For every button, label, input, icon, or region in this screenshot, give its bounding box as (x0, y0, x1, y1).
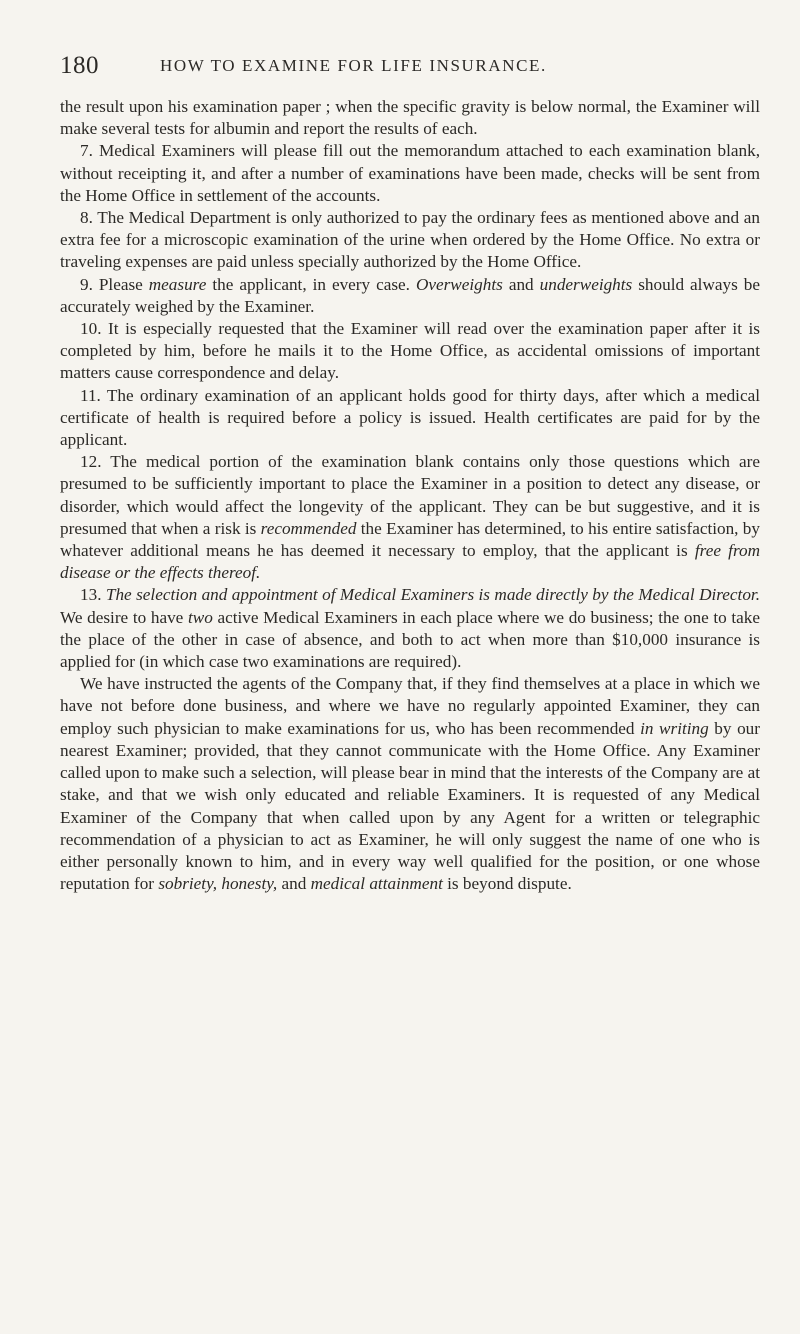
paragraph-13: 13. The selection and appointment of Medical Examiners is made directly by the Medical Director. We desire to have two active Medical Examiners in each place where we do business; the one to take the place of the other in case of absence, and both to act when more than $10,000 insurance is applied for (in which case two examinations are required). (60, 585, 761, 672)
paragraph-10: 10. It is especially requested that the Examiner will read over the examination paper after it is completed by him, before he mails it to the Home Office, as accidental omissions of important matters cause correspondence and delay. (60, 319, 760, 383)
running-head: HOW TO EXAMINE FOR LIFE INSURANCE. (160, 56, 547, 75)
paragraph-14: We have instructed the agents of the Company that, if they find themselves at a place in which we have not before done business, and where we have no regularly appointed Examiner, they can employ such physician to make examinations for us, who has been recommended in writing by our nearest Examiner; provided, that they cannot communicate with the Home Office. Any Examiner called upon to make such a selection, will please bear in mind that the interests of the Company are at stake, and that we wish only educated and reliable Examiners. It is requested of any Medical Examiner of the Company that when called upon by any Agent for a written or telegraphic recommendation of a physician to act as Examiner, he will only suggest the name of one who is either personally known to him, and in every way well qualified for the position, or one whose reputation for sobriety, honesty, and medical attainment is beyond dispute. (60, 674, 760, 894)
body-text (60, 96, 760, 895)
paragraph-9: 9. Please measure the applicant, in every case. Overweights and underweights should always be accurately weighed by the Examiner. (60, 274, 760, 316)
page-number: 180 (60, 52, 99, 79)
paragraph-7: 7. Medical Examiners will please fill out the memorandum attached to each examination blank, without receipting it, and after a number of examinations have been made, checks will be sent from the Home Office in settlement of the accounts. (60, 141, 760, 205)
paragraph-11: 11. The ordinary examination of an applicant holds good for thirty days, after which a medical certificate of health is required before a policy is issued. Health certificates are paid for by the applicant. (60, 385, 760, 450)
paragraph-12: 12. The medical portion of the examination blank contains only those questions which are presumed to be sufficiently important to place the Examiner in a position to detect any disease, or disorder, which would affect the longevity of the applicant. They can be but suggestive, and it is presumed that when a risk is recommended the Examiner has determined, to his entire satisfaction, by whatever additional means he has deemed it necessary to employ, that the applicant is free from disease or the effects thereof. (60, 452, 761, 583)
page-header (60, 52, 760, 82)
book-page (60, 52, 760, 895)
paragraph-intro: the result upon his examination paper ; when the specific gravity is below normal, the Examiner will make several tests for albumin and report the results of each. (60, 97, 760, 139)
paragraph-8: 8. The Medical Department is only authorized to pay the ordinary fees as mentioned above and an extra fee for a microscopic examination of the urine when ordered by the Home Office. No extra or traveling expenses are paid unless specially authorized by the Home Office. (60, 208, 760, 272)
